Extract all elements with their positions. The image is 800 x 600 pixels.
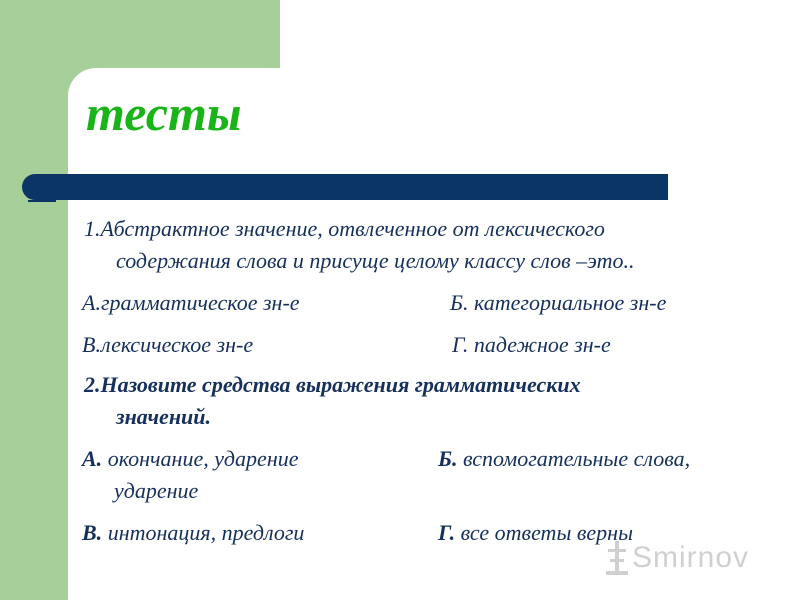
question-2-option-g bbox=[438, 522, 633, 544]
question-1-line-1 bbox=[84, 218, 605, 240]
option-text: категориальное зн-е bbox=[468, 290, 667, 315]
option-text: интонация, предлоги bbox=[102, 520, 305, 545]
question-2-line-2: значений. bbox=[116, 404, 212, 429]
question-1-option-b bbox=[450, 292, 666, 314]
option-text: окончание, ударение bbox=[102, 446, 299, 471]
question-2-option-a bbox=[82, 448, 299, 470]
question-2-number: 2. bbox=[84, 372, 101, 397]
question-1-option-g bbox=[452, 334, 611, 356]
question-2-option-b bbox=[438, 448, 690, 470]
option-letter: Б. bbox=[438, 446, 458, 471]
option-letter: В. bbox=[82, 520, 103, 545]
question-2-text-1: Назовите средства выражения грамматических bbox=[100, 372, 581, 397]
option-letter: Б. bbox=[450, 290, 469, 315]
option-letter: А. bbox=[82, 290, 101, 315]
option-letter: Г. bbox=[438, 520, 456, 545]
question-2-option-v bbox=[82, 522, 304, 544]
option-letter: А. bbox=[82, 446, 103, 471]
option-text: грамматическое зн-е bbox=[100, 290, 300, 315]
question-1-text-1: Абстрактное значение, отвлеченное от лексического bbox=[100, 216, 605, 241]
bar-tick bbox=[28, 200, 56, 202]
option-letter: В. bbox=[82, 332, 101, 357]
question-1-option-v bbox=[82, 334, 253, 356]
title-underline-bar bbox=[22, 174, 668, 200]
watermark-tower-icon bbox=[606, 541, 628, 575]
watermark-text: Smirnov bbox=[632, 541, 750, 574]
question-2-line-1 bbox=[84, 374, 581, 396]
question-1-option-a bbox=[82, 292, 300, 314]
option-text: вспомогательные слова, bbox=[457, 446, 691, 471]
slide-title: тесты bbox=[86, 85, 242, 141]
question-1-number: 1. bbox=[84, 216, 101, 241]
option-text: падежное зн-е bbox=[468, 332, 611, 357]
question-2-option-a-line-2: ударение bbox=[114, 478, 199, 503]
option-text: лексическое зн-е bbox=[100, 332, 254, 357]
question-1-line-2: содержания слова и присуще целому классу слов –это.. bbox=[116, 248, 635, 273]
option-text: все ответы верны bbox=[455, 520, 633, 545]
option-letter: Г. bbox=[452, 332, 469, 357]
watermark-logo bbox=[606, 538, 766, 578]
